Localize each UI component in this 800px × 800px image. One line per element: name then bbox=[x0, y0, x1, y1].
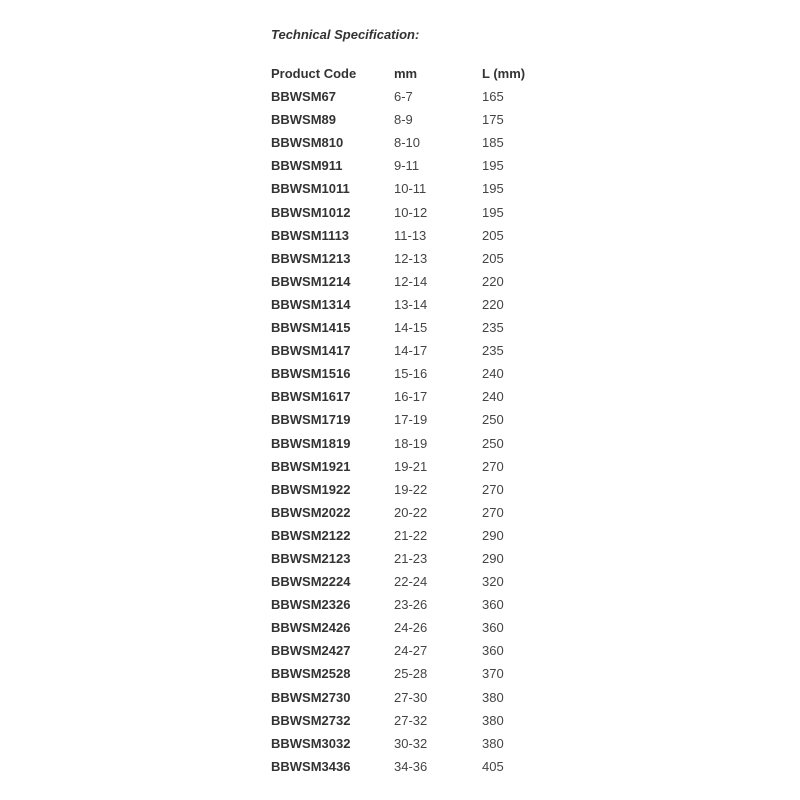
product-code-cell: BBWSM2427 bbox=[271, 643, 351, 659]
length-cell: 290 bbox=[482, 550, 504, 566]
product-code-cell: BBWSM1314 bbox=[271, 296, 351, 312]
length-cell: 290 bbox=[482, 527, 504, 543]
table-row bbox=[271, 547, 562, 570]
length-cell: 185 bbox=[482, 135, 504, 151]
product-code-cell: BBWSM1921 bbox=[271, 458, 351, 474]
length-cell: 370 bbox=[482, 666, 504, 682]
table-row bbox=[271, 154, 562, 177]
mm-range-cell: 22-24 bbox=[394, 574, 428, 590]
mm-range-cell: 27-30 bbox=[394, 689, 428, 705]
product-code-cell: BBWSM3032 bbox=[271, 735, 351, 751]
table-row bbox=[271, 455, 562, 478]
mm-range-cell: 6-7 bbox=[394, 89, 413, 105]
mm-range-cell: 13-14 bbox=[394, 296, 428, 312]
product-code-cell: BBWSM1819 bbox=[271, 435, 351, 451]
table-row bbox=[271, 85, 562, 108]
mm-range-cell: 11-13 bbox=[394, 227, 427, 243]
mm-range-cell: 18-19 bbox=[394, 435, 428, 451]
table-row bbox=[271, 247, 562, 270]
product-code-cell: BBWSM2326 bbox=[271, 597, 351, 613]
product-code-cell: BBWSM1214 bbox=[271, 273, 351, 289]
mm-range-cell: 19-21 bbox=[394, 458, 428, 474]
length-cell: 220 bbox=[482, 273, 504, 289]
product-code-cell: BBWSM67 bbox=[271, 89, 337, 105]
length-cell: 360 bbox=[482, 597, 504, 613]
length-cell: 195 bbox=[482, 158, 504, 174]
mm-range-cell: 15-16 bbox=[394, 366, 428, 382]
product-code-cell: BBWSM810 bbox=[271, 135, 344, 151]
mm-range-cell: 16-17 bbox=[394, 389, 428, 405]
length-cell: 380 bbox=[482, 712, 504, 728]
product-code-cell: BBWSM1011 bbox=[271, 181, 350, 197]
table-row bbox=[271, 524, 562, 547]
length-cell: 220 bbox=[482, 296, 504, 312]
length-cell: 380 bbox=[482, 689, 504, 705]
product-code-cell: BBWSM1213 bbox=[271, 250, 351, 266]
length-cell: 270 bbox=[482, 504, 504, 520]
table-body bbox=[271, 85, 562, 778]
table-row bbox=[271, 432, 562, 455]
length-cell: 205 bbox=[482, 250, 504, 266]
table-row bbox=[271, 201, 562, 224]
mm-range-cell: 12-14 bbox=[394, 273, 428, 289]
product-code-cell: BBWSM2122 bbox=[271, 527, 351, 543]
mm-range-cell: 12-13 bbox=[394, 250, 428, 266]
product-code-cell: BBWSM1617 bbox=[271, 389, 351, 405]
length-cell: 360 bbox=[482, 620, 504, 636]
table-row bbox=[271, 408, 562, 431]
table-row bbox=[271, 755, 562, 778]
table-row bbox=[271, 362, 562, 385]
mm-range-cell: 20-22 bbox=[394, 504, 428, 520]
table-row bbox=[271, 385, 562, 408]
length-cell: 195 bbox=[482, 204, 504, 220]
length-cell: 165 bbox=[482, 89, 504, 105]
table-row bbox=[271, 686, 562, 709]
table-row bbox=[271, 316, 562, 339]
length-cell: 250 bbox=[482, 435, 504, 451]
table-row bbox=[271, 224, 562, 247]
table-row bbox=[271, 108, 562, 131]
table-row bbox=[271, 270, 562, 293]
spec-table bbox=[271, 62, 562, 778]
mm-range-cell: 30-32 bbox=[394, 735, 428, 751]
product-code-cell: BBWSM2224 bbox=[271, 574, 351, 590]
length-cell: 270 bbox=[482, 481, 504, 497]
length-cell: 235 bbox=[482, 343, 504, 359]
product-code-cell: BBWSM2022 bbox=[271, 504, 351, 520]
mm-range-cell: 23-26 bbox=[394, 597, 428, 613]
mm-range-cell: 10-12 bbox=[394, 204, 428, 220]
table-row bbox=[271, 501, 562, 524]
length-cell: 240 bbox=[482, 389, 504, 405]
mm-range-cell: 27-32 bbox=[394, 712, 428, 728]
length-cell: 405 bbox=[482, 758, 504, 774]
column-header-length: L (mm) bbox=[482, 66, 526, 81]
mm-range-cell: 17-19 bbox=[394, 412, 428, 428]
table-row bbox=[271, 339, 562, 362]
mm-range-cell: 25-28 bbox=[394, 666, 428, 682]
technical-specification-section bbox=[271, 26, 571, 778]
table-row bbox=[271, 639, 562, 662]
column-header-product-code: Product Code bbox=[271, 66, 357, 81]
table-row bbox=[271, 593, 562, 616]
mm-range-cell: 9-11 bbox=[394, 158, 420, 174]
length-cell: 235 bbox=[482, 320, 504, 336]
mm-range-cell: 10-11 bbox=[394, 181, 427, 197]
product-code-cell: BBWSM2123 bbox=[271, 550, 351, 566]
column-header-mm: mm bbox=[394, 66, 418, 81]
product-code-cell: BBWSM1719 bbox=[271, 412, 351, 428]
product-code-cell: BBWSM2426 bbox=[271, 620, 351, 636]
table-row bbox=[271, 662, 562, 685]
mm-range-cell: 19-22 bbox=[394, 481, 428, 497]
mm-range-cell: 24-27 bbox=[394, 643, 428, 659]
mm-range-cell: 34-36 bbox=[394, 758, 428, 774]
mm-range-cell: 14-15 bbox=[394, 320, 428, 336]
length-cell: 250 bbox=[482, 412, 504, 428]
product-code-cell: BBWSM911 bbox=[271, 158, 343, 174]
product-code-cell: BBWSM89 bbox=[271, 112, 337, 128]
length-cell: 175 bbox=[482, 112, 504, 128]
product-code-cell: BBWSM2732 bbox=[271, 712, 351, 728]
product-code-cell: BBWSM1012 bbox=[271, 204, 351, 220]
product-code-cell: BBWSM1922 bbox=[271, 481, 351, 497]
table-row bbox=[271, 709, 562, 732]
table-row bbox=[271, 732, 562, 755]
product-code-cell: BBWSM1415 bbox=[271, 320, 351, 336]
length-cell: 205 bbox=[482, 227, 504, 243]
product-code-cell: BBWSM3436 bbox=[271, 758, 351, 774]
table-row bbox=[271, 570, 562, 593]
mm-range-cell: 21-22 bbox=[394, 527, 428, 543]
length-cell: 320 bbox=[482, 574, 504, 590]
mm-range-cell: 24-26 bbox=[394, 620, 428, 636]
mm-range-cell: 8-10 bbox=[394, 135, 421, 151]
mm-range-cell: 14-17 bbox=[394, 343, 428, 359]
mm-range-cell: 8-9 bbox=[394, 112, 413, 128]
product-code-cell: BBWSM1516 bbox=[271, 366, 351, 382]
table-row bbox=[271, 177, 562, 200]
length-cell: 195 bbox=[482, 181, 504, 197]
table-header-row bbox=[271, 62, 562, 85]
table-row bbox=[271, 616, 562, 639]
product-code-cell: BBWSM1417 bbox=[271, 343, 351, 359]
table-row bbox=[271, 131, 562, 154]
mm-range-cell: 21-23 bbox=[394, 550, 428, 566]
table-row bbox=[271, 293, 562, 316]
length-cell: 240 bbox=[482, 366, 504, 382]
length-cell: 270 bbox=[482, 458, 504, 474]
length-cell: 380 bbox=[482, 735, 504, 751]
product-code-cell: BBWSM2730 bbox=[271, 689, 351, 705]
table-row bbox=[271, 478, 562, 501]
length-cell: 360 bbox=[482, 643, 504, 659]
product-code-cell: BBWSM2528 bbox=[271, 666, 351, 682]
product-code-cell: BBWSM1113 bbox=[271, 227, 350, 243]
section-title: Technical Specification: bbox=[271, 27, 420, 42]
